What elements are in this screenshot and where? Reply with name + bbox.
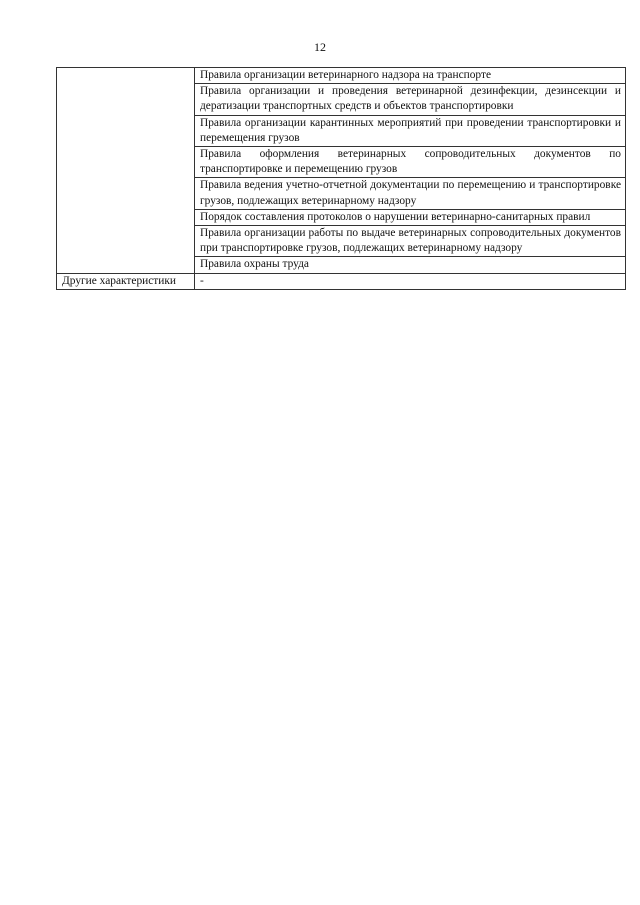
knowledge-item: Правила организации карантинных мероприятий при проведении транспортировки и перемещения грузов: [195, 115, 626, 146]
knowledge-item: Правила оформления ветеринарных сопроводительных документов по транспортировке и перемещению грузов: [195, 147, 626, 178]
requirements-table: [56, 67, 626, 290]
knowledge-item: Правила охраны труда: [195, 257, 626, 273]
other-characteristics-value: -: [195, 273, 626, 289]
page-number: 12: [314, 40, 326, 54]
other-characteristics-label: Другие характеристики: [57, 273, 195, 289]
table-row: [57, 68, 626, 84]
knowledge-item: Правила ведения учетно-отчетной документации по перемещению и транспортировке грузов, подлежащих ветеринарному надзору: [195, 178, 626, 209]
knowledge-item: Правила организации ветеринарного надзора на транспорте: [195, 68, 626, 84]
knowledge-item: Порядок составления протоколов о нарушении ветеринарно-санитарных правил: [195, 209, 626, 225]
table-row: [57, 273, 626, 289]
knowledge-label-cell: [57, 68, 195, 274]
knowledge-item: Правила организации и проведения ветеринарной дезинфекции, дезинсекции и дератизации транспортных средств и объектов транспортировки: [195, 84, 626, 115]
knowledge-item: Правила организации работы по выдаче ветеринарных сопроводительных документов при транспортировке грузов, подлежащих ветеринарному надзору: [195, 226, 626, 257]
